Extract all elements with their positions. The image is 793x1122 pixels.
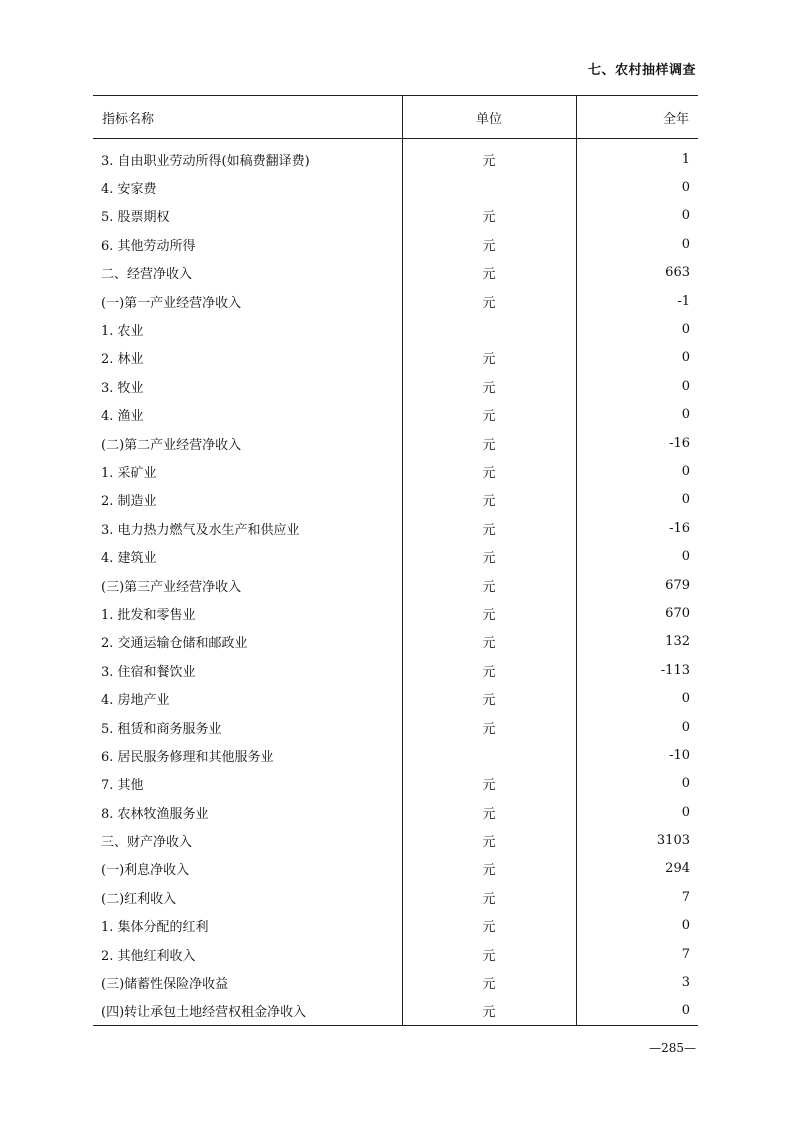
- row-value-cell: 0: [576, 344, 698, 372]
- table-row: [93, 912, 698, 940]
- table-row: [93, 542, 698, 570]
- row-name-cell: (三)第三产业经营净收入: [101, 579, 242, 595]
- row-name-cell: 4. 渔业: [101, 409, 144, 425]
- row-value-cell: 0: [576, 202, 698, 230]
- row-value-cell: 0: [576, 486, 698, 514]
- row-name-cell: 3. 牧业: [101, 380, 144, 396]
- row-name-cell: 4. 建筑业: [101, 551, 157, 567]
- row-value-cell: 1: [576, 139, 698, 174]
- row-name-cell: 2. 其他红利收入: [101, 948, 196, 964]
- table-row: [93, 628, 698, 656]
- row-name-cell: 5. 租赁和商务服务业: [101, 721, 222, 737]
- table-row: [93, 259, 698, 287]
- table-row: [93, 997, 698, 1026]
- row-value-cell: 0: [576, 798, 698, 826]
- table-row: [93, 684, 698, 712]
- table-row: [93, 230, 698, 258]
- row-unit-cell: 元: [402, 514, 576, 542]
- row-value-cell: 294: [576, 855, 698, 883]
- row-unit-cell: 元: [402, 259, 576, 287]
- row-unit-cell: 元: [402, 344, 576, 372]
- page-number: —285—: [649, 1041, 696, 1055]
- row-value-cell: 663: [576, 259, 698, 287]
- row-unit-cell: 元: [402, 372, 576, 400]
- row-unit-cell: [402, 741, 576, 769]
- row-unit-cell: [402, 315, 576, 343]
- table-row: [93, 287, 698, 315]
- table-row: [93, 173, 698, 201]
- row-name-cell: (三)储蓄性保险净收益: [101, 977, 229, 993]
- row-name-cell: (一)利息净收入: [101, 863, 190, 879]
- table-row: [93, 798, 698, 826]
- row-unit-cell: 元: [402, 855, 576, 883]
- row-value-cell: -1: [576, 287, 698, 315]
- column-header-unit: 单位: [402, 96, 576, 139]
- column-header-value: 全年: [576, 96, 698, 139]
- table-row: [93, 401, 698, 429]
- row-unit-cell: 元: [402, 429, 576, 457]
- row-name-cell: 3. 住宿和餐饮业: [101, 664, 196, 680]
- row-name-cell: (四)转让承包土地经营权租金净收入: [93, 997, 402, 1026]
- table-row: [93, 486, 698, 514]
- row-name-cell: 2. 交通运输仓储和邮政业: [101, 636, 248, 652]
- row-name-cell: 4. 安家费: [101, 182, 157, 198]
- table-row: [93, 429, 698, 457]
- table-row: [93, 741, 698, 769]
- row-value-cell: 3103: [576, 826, 698, 854]
- column-header-name: 指标名称: [93, 96, 402, 139]
- row-name-cell: 4. 房地产业: [101, 693, 170, 709]
- row-unit-cell: 元: [402, 713, 576, 741]
- row-value-cell: 3: [576, 968, 698, 996]
- row-value-cell: 7: [576, 940, 698, 968]
- row-unit-cell: 元: [402, 202, 576, 230]
- row-value-cell: -113: [576, 656, 698, 684]
- row-unit-cell: 元: [402, 230, 576, 258]
- table-row: [93, 571, 698, 599]
- row-unit-cell: 元: [402, 457, 576, 485]
- row-name-cell: 7. 其他: [101, 778, 144, 794]
- row-unit-cell: 元: [402, 826, 576, 854]
- row-name-cell: (一)第一产业经营净收入: [101, 295, 242, 311]
- row-unit-cell: 元: [402, 656, 576, 684]
- row-value-cell: -16: [576, 429, 698, 457]
- table-row: [93, 968, 698, 996]
- row-unit-cell: 元: [402, 912, 576, 940]
- row-value-cell: -16: [576, 514, 698, 542]
- table-row: [93, 883, 698, 911]
- table-row: [93, 344, 698, 372]
- table-row: [93, 457, 698, 485]
- row-name-cell: 1. 批发和零售业: [101, 607, 196, 623]
- row-unit-cell: 元: [402, 542, 576, 570]
- row-value-cell: 670: [576, 599, 698, 627]
- row-value-cell: 0: [576, 997, 698, 1026]
- row-unit-cell: 元: [402, 940, 576, 968]
- row-value-cell: 0: [576, 713, 698, 741]
- row-unit-cell: 元: [402, 486, 576, 514]
- row-value-cell: 0: [576, 770, 698, 798]
- row-value-cell: 0: [576, 401, 698, 429]
- row-value-cell: -10: [576, 741, 698, 769]
- table-row: [93, 372, 698, 400]
- row-value-cell: 0: [576, 684, 698, 712]
- row-value-cell: 0: [576, 315, 698, 343]
- row-value-cell: 7: [576, 883, 698, 911]
- table-row: [93, 656, 698, 684]
- row-name-cell: 5. 股票期权: [101, 210, 170, 226]
- row-name-cell: 6. 其他劳动所得: [101, 238, 196, 254]
- table-row: [93, 139, 698, 174]
- row-name-cell: 1. 集体分配的红利: [101, 920, 209, 936]
- row-unit-cell: 元: [402, 139, 576, 174]
- row-unit-cell: 元: [402, 684, 576, 712]
- row-name-cell: 二、经营净收入: [101, 267, 193, 283]
- row-name-cell: 3. 电力热力燃气及水生产和供应业: [101, 522, 300, 538]
- row-unit-cell: 元: [402, 599, 576, 627]
- row-name-cell: 2. 林业: [101, 352, 144, 368]
- table-body: [93, 139, 698, 1026]
- row-value-cell: 0: [576, 912, 698, 940]
- row-unit-cell: 元: [402, 770, 576, 798]
- row-name-cell: 1. 采矿业: [101, 465, 157, 481]
- row-name-cell: (二)红利收入: [101, 891, 177, 907]
- row-value-cell: 0: [576, 542, 698, 570]
- table-row: [93, 826, 698, 854]
- table-header-row: [93, 96, 698, 139]
- row-name-cell: (二)第二产业经营净收入: [101, 437, 242, 453]
- table-row: [93, 202, 698, 230]
- table-row: [93, 514, 698, 542]
- row-name-cell: 6. 居民服务修理和其他服务业: [101, 749, 274, 765]
- row-name-cell: 2. 制造业: [101, 494, 157, 510]
- table-row: [93, 770, 698, 798]
- table-row: [93, 940, 698, 968]
- row-value-cell: 0: [576, 372, 698, 400]
- row-unit-cell: 元: [402, 883, 576, 911]
- row-unit-cell: 元: [402, 628, 576, 656]
- row-value-cell: 132: [576, 628, 698, 656]
- row-name-cell: 3. 自由职业劳动所得(如稿费翻译费): [101, 153, 310, 169]
- row-name-cell: 三、财产净收入: [101, 835, 193, 851]
- row-name-cell: 8. 农林牧渔服务业: [101, 806, 209, 822]
- section-title: 七、农村抽样调查: [587, 63, 696, 78]
- row-value-cell: 0: [576, 173, 698, 201]
- row-unit-cell: 元: [402, 968, 576, 996]
- row-unit-cell: 元: [402, 571, 576, 599]
- statistics-table: [93, 95, 698, 1026]
- row-value-cell: 0: [576, 457, 698, 485]
- table-row: [93, 599, 698, 627]
- row-unit-cell: 元: [402, 401, 576, 429]
- table-row: [93, 855, 698, 883]
- row-unit-cell: 元: [402, 287, 576, 315]
- row-value-cell: 679: [576, 571, 698, 599]
- table-row: [93, 713, 698, 741]
- row-unit-cell: 元: [402, 798, 576, 826]
- row-unit-cell: 元: [402, 997, 576, 1026]
- table-row: [93, 315, 698, 343]
- row-value-cell: 0: [576, 230, 698, 258]
- row-unit-cell: [402, 173, 576, 201]
- row-name-cell: 1. 农业: [101, 324, 144, 340]
